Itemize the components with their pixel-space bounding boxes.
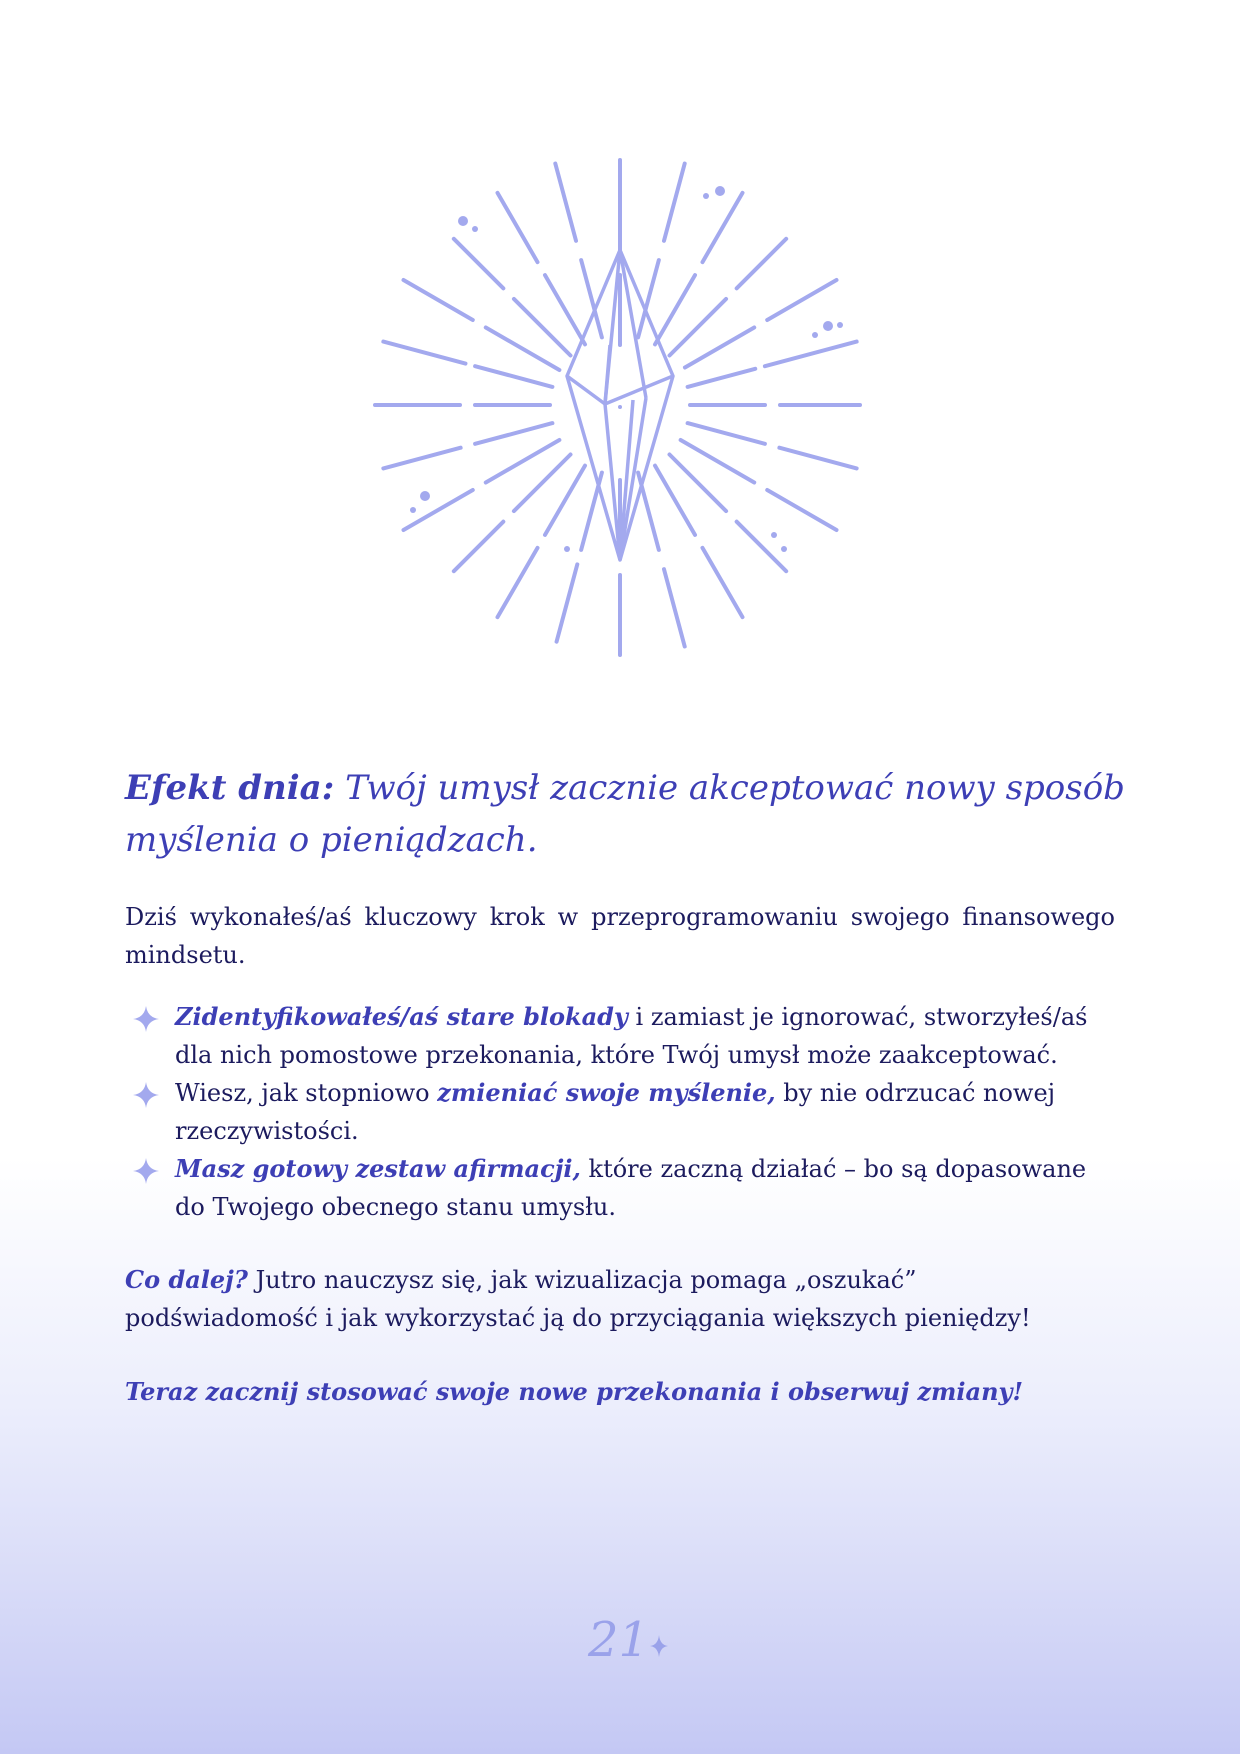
crystal-sunburst-icon [335, 115, 905, 695]
list-item: Masz gotowy zestaw afirmacji, które zaczną działać – bo są dopasowane do Twojego obecnego stanu umysłu. [125, 1150, 1115, 1226]
sunburst-ray [703, 548, 743, 617]
page-number: 21 [588, 1612, 650, 1668]
sunburst-ray [703, 193, 743, 262]
next-paragraph [125, 1261, 1115, 1337]
sunburst-ray [664, 569, 685, 646]
day-effect-heading [125, 762, 1125, 866]
sunburst-ray [688, 369, 756, 387]
sunburst-ray [403, 280, 472, 320]
sparkle-icon [133, 1082, 159, 1108]
achievements-list [125, 998, 1115, 1226]
sunburst-ray [767, 490, 836, 530]
sparkle-icon [650, 1635, 668, 1657]
sunburst-ray [498, 193, 538, 262]
next-text: Jutro nauczysz się, jak wizualizacja pomaga „oszukać” podświadomość i jak wykorzystać ją do przyciągania większych pieniędzy! [125, 1266, 1031, 1332]
sunburst-ray [557, 564, 578, 641]
sunburst-ray [454, 239, 503, 288]
sunburst-ray [498, 548, 538, 617]
sunburst-ray [383, 448, 460, 469]
sparkle-icon [133, 1158, 159, 1184]
heading-text: Twój umysł zacznie akceptować nowy sposób myślenia o pieniądzach. [125, 768, 1125, 860]
sunburst-ray [737, 239, 786, 288]
sunburst-ray [475, 366, 552, 387]
sunburst-ray [765, 342, 857, 367]
sunburst-ray [383, 342, 465, 364]
sunburst-ray [475, 423, 552, 444]
sunburst-ray [688, 423, 765, 444]
next-lead: Co dalej? [125, 1265, 248, 1294]
sunburst-ray [555, 164, 576, 241]
intro-paragraph: Dziś wykonałeś/aś kluczowy krok w przeprogramowaniu swojego finansowego mindsetu. [125, 903, 1115, 969]
sparkle-icon [133, 1006, 159, 1032]
sunburst-ray [685, 328, 754, 368]
sunburst-ray [767, 280, 836, 320]
sunburst-ray [454, 522, 503, 571]
sunburst-ray [737, 522, 786, 571]
closing-call-to-action: Teraz zacznij stosować swoje nowe przekonania i obserwuj zmiany! [125, 1377, 1024, 1406]
sunburst-ray [779, 448, 856, 469]
heading-lead: Efekt dnia: [125, 768, 335, 808]
list-item: Zidentyfikowałeś/aś stare blokady i zamiast je ignorować, stworzyłeś/aś dla nich pomostowe przekonania, które Twój umysł może zaakceptować. [125, 998, 1115, 1074]
sunburst-ray [664, 164, 685, 241]
list-item: Wiesz, jak stopniowo zmieniać swoje myślenie, by nie odrzucać nowej rzeczywistości. [125, 1074, 1115, 1150]
